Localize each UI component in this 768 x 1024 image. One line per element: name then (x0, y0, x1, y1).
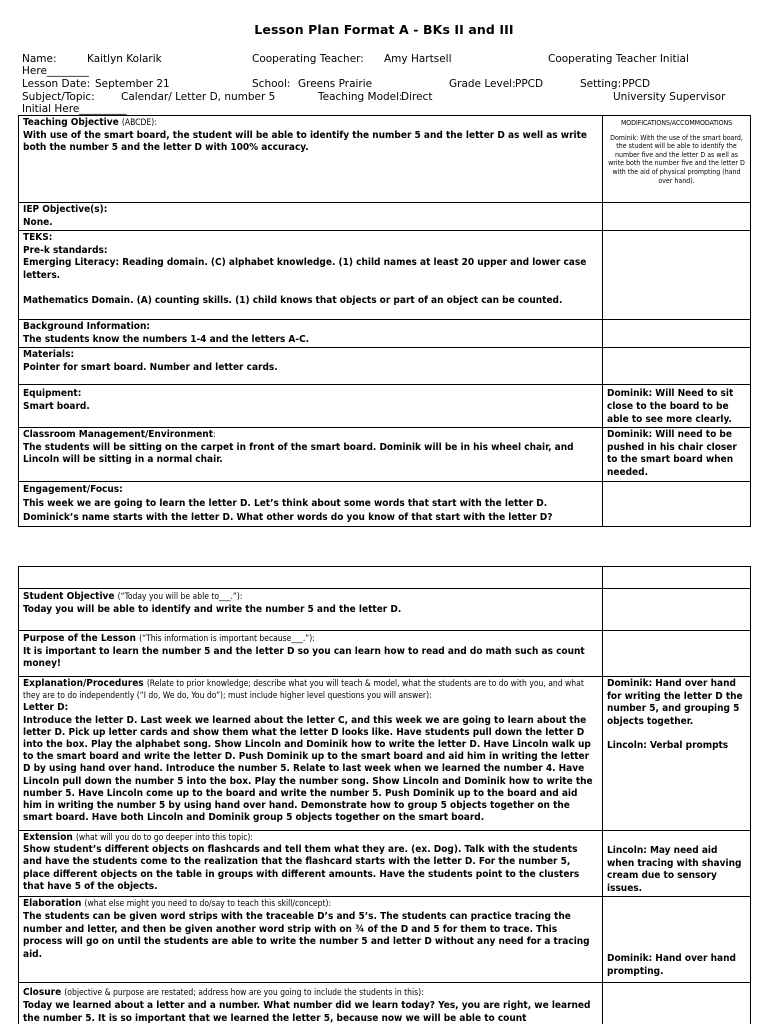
extension-hint: (what will you do to go deeper into this topic): (75, 833, 253, 843)
supervisor-label: University Supervisor (613, 91, 726, 103)
subject-label: Subject/Topic: (22, 91, 95, 103)
row-teaching-objective (19, 116, 751, 203)
row-background (19, 320, 751, 348)
row-iep (19, 203, 751, 231)
explanation-text: Introduce the letter D. Last week we learned about the letter C, and this week we are going to learn about the letter D. Pick up letter cards and show them what the letter D looks like. Have students pull down the letter D into the box. Play the alphabet song. Show Lincoln and Dominik how to write the letter D. Have Lincoln walk up to the smart board and write the letter D. Push Dominik up to the smart board and aid him in writing the letter D by using hand over hand. Introduce the number 5. Relate to last week when we learned the number 4. Have Lincoln pull down the number 5 into the box. Play the number song. Show Lincoln and Dominik how to write the number 5. Have Lincoln come up to the board and write the number 5. Push Dominik up to the board and aid him in writing the number 5 by using hand over hand. Demonstrate how to group 5 objects together on the smart board. Have both Lincoln and Dominik group 5 objects together on the smart board. (23, 714, 593, 824)
extension-modification: Lincoln: May need aid when tracing with shaving cream due to sensory issues. (607, 845, 742, 894)
purpose-text: It is important to learn the number 5 and the letter D so you can learn how to read and do math such as count money! (23, 645, 585, 670)
background-label: Background Information: (23, 321, 150, 333)
teaching-objective-hint: (ABCDE): (121, 118, 157, 128)
explanation-subheading: Letter D: (23, 702, 69, 714)
subject-value: Calendar/ Letter D, number 5 (121, 91, 276, 103)
modifications-header: MODIFICATIONS/ACCOMMODATIONS (620, 119, 733, 127)
classroom-modification: Dominik: Will need to be pushed in his chair closer to the smart board when needed. (607, 429, 737, 478)
elaboration-text: The students can be given word strips with the traceable D’s and 5’s. The students can practice tracing the number and letter, and then be given another word strip with on ¾ of the D and 5 for them to trace. This process will go on until the students are able to write the number 5 and letter D without any need for a tracing aid. (23, 910, 590, 960)
model-label: Teaching Model: (318, 91, 403, 103)
purpose-hint: (“This information is important because___.”): (139, 634, 315, 644)
row-classroom: Classroom Management/Environment: The students will be sitting on the carpet in front of the smart board. Dominik will be in his wheel chair, and Lincoln will be sitting in a normal chair. Dominik: Will need to be pushed in his chair closer to the smart board when needed. (19, 428, 751, 481)
row-explanation (19, 677, 751, 831)
closure-text: Today we learned about a letter and a number. What number did we learn today? Yes, you are right, we learned the number 5. It is so important that we learned the letter 5, because now we will be able to count (23, 999, 591, 1024)
background-text: The students know the numbers 1-4 and the letters A-C. (23, 333, 310, 345)
iep-text: None. (23, 216, 53, 228)
equipment-modification: Dominik: Will Need to sit close to the board to be able to see more clearly. (607, 388, 734, 425)
grade-value: PPCD (515, 78, 544, 90)
row-closure (19, 983, 751, 1024)
equipment-label: Equipment: (23, 388, 82, 400)
coop-teacher-value: Amy Hartsell (384, 53, 452, 65)
row-elaboration (19, 897, 751, 983)
lesson-plan-table-1 (18, 115, 751, 527)
setting-label: Setting: (580, 78, 622, 90)
coop-initial-label: Cooperating Teacher Initial (548, 53, 689, 65)
purpose-label: Purpose of the Lesson (23, 633, 136, 644)
explanation-hint: (Relate to prior knowledge; describe what you will teach & model, what the students are to do with you, and what they are to do independently (“I do, We do, You do”); must include higher level questions you will answer): (23, 679, 584, 702)
explanation-modification-lincoln: Lincoln: Verbal prompts (607, 740, 729, 752)
row-teks (19, 231, 751, 320)
explanation-label: Explanation/Procedures (23, 678, 144, 689)
elaboration-label: Elaboration (23, 898, 82, 910)
classroom-text: The students will be sitting on the carpet in front of the smart board. Dominik will be in his wheel chair, and Lincoln will be sitting in a normal chair. (23, 441, 574, 466)
grade-label: Grade Level: (449, 78, 516, 90)
row-student-objective (19, 589, 751, 631)
iep-label: IEP Objective(s): (23, 204, 108, 215)
lesson-date-value: September 21 (95, 78, 170, 90)
school-label: School: (252, 78, 291, 90)
closure-hint: (objective & purpose are restated; address how are you going to include the students in this): (64, 988, 424, 999)
model-value: Direct (401, 91, 433, 103)
row-purpose (19, 631, 751, 677)
lesson-date-label: Lesson Date: (22, 78, 91, 90)
coop-teacher-label: Cooperating Teacher: (252, 53, 364, 65)
teks-line-2: Emerging Literacy: Reading domain. (C) alphabet knowledge. (1) child names at least 20 upper and lower case letters. (23, 257, 587, 281)
lesson-plan-table-2 (18, 566, 751, 1024)
engagement-label: Engagement/Focus: (23, 483, 123, 495)
elaboration-hint: (what else might you need to do/say to teach this skill/concept): (84, 899, 332, 910)
engagement-text: This week we are going to learn the letter D. Let’s think about some words that start with the letter D. Dominick’s name starts with the letter D. What other words do you know of that start with the letter D? (23, 497, 553, 523)
row-blank (19, 567, 751, 589)
row-materials (19, 348, 751, 385)
name-value: Kaitlyn Kolarik (87, 53, 162, 65)
extension-text: Show student’s different objects on flashcards and tell them what they are. (ex. Dog). Talk with the students and have the students come to the realization that the flashcard starts with the letter D. For the number 5, place different objects on the table in groups with different amounts. Have the students point to the clusters that have 5 of the objects. (23, 844, 580, 892)
here-line: Here________ (22, 65, 89, 77)
materials-label: Materials: (23, 349, 75, 361)
teaching-objective-text: With use of the smart board, the student will be able to identify the number 5 and the letter D as well as write both the number 5 and the letter D with 100% accuracy. (23, 129, 588, 154)
student-objective-hint: (“Today you will be able to___.”): (117, 592, 243, 602)
equipment-text: Smart board. (23, 400, 90, 412)
modifications-text: Dominik: With the use of the smart board, the student will be able to identify the number five and the letter D as well as write both the number five and the letter D with the aid of physical prompting (hand over hand). (608, 133, 745, 185)
student-objective-label: Student Objective (23, 591, 115, 602)
school-value: Greens Prairie (298, 78, 373, 90)
materials-text: Pointer for smart board. Number and letter cards. (23, 361, 278, 373)
page-title: Lesson Plan Format A - BKs II and III (254, 22, 514, 37)
row-engagement (19, 481, 751, 526)
teks-label: TEKS: (23, 232, 53, 244)
teks-line-1: Pre-k standards: (23, 244, 108, 256)
extension-label: Extension (23, 832, 73, 843)
explanation-modification-dominik: Dominik: Hand over hand for writing the letter D the number 5, and grouping 5 objects together. (607, 678, 743, 727)
row-equipment (19, 385, 751, 428)
teaching-objective-label: Teaching Objective (23, 117, 119, 128)
teks-line-3: Mathematics Domain. (A) counting skills. (1) child knows that objects or part of an object can be counted. (23, 294, 563, 306)
supervisor-initial: Initial Here_________ (22, 103, 127, 115)
elaboration-modification: Dominik: Hand over hand prompting. (607, 953, 736, 977)
classroom-label: Classroom Management/Environment (23, 429, 213, 441)
student-objective-text: Today you will be able to identify and write the number 5 and the letter D. (23, 603, 402, 615)
closure-label: Closure (23, 987, 62, 999)
name-label: Name: (22, 53, 57, 65)
setting-value: PPCD (622, 78, 651, 90)
row-extension (19, 831, 751, 897)
